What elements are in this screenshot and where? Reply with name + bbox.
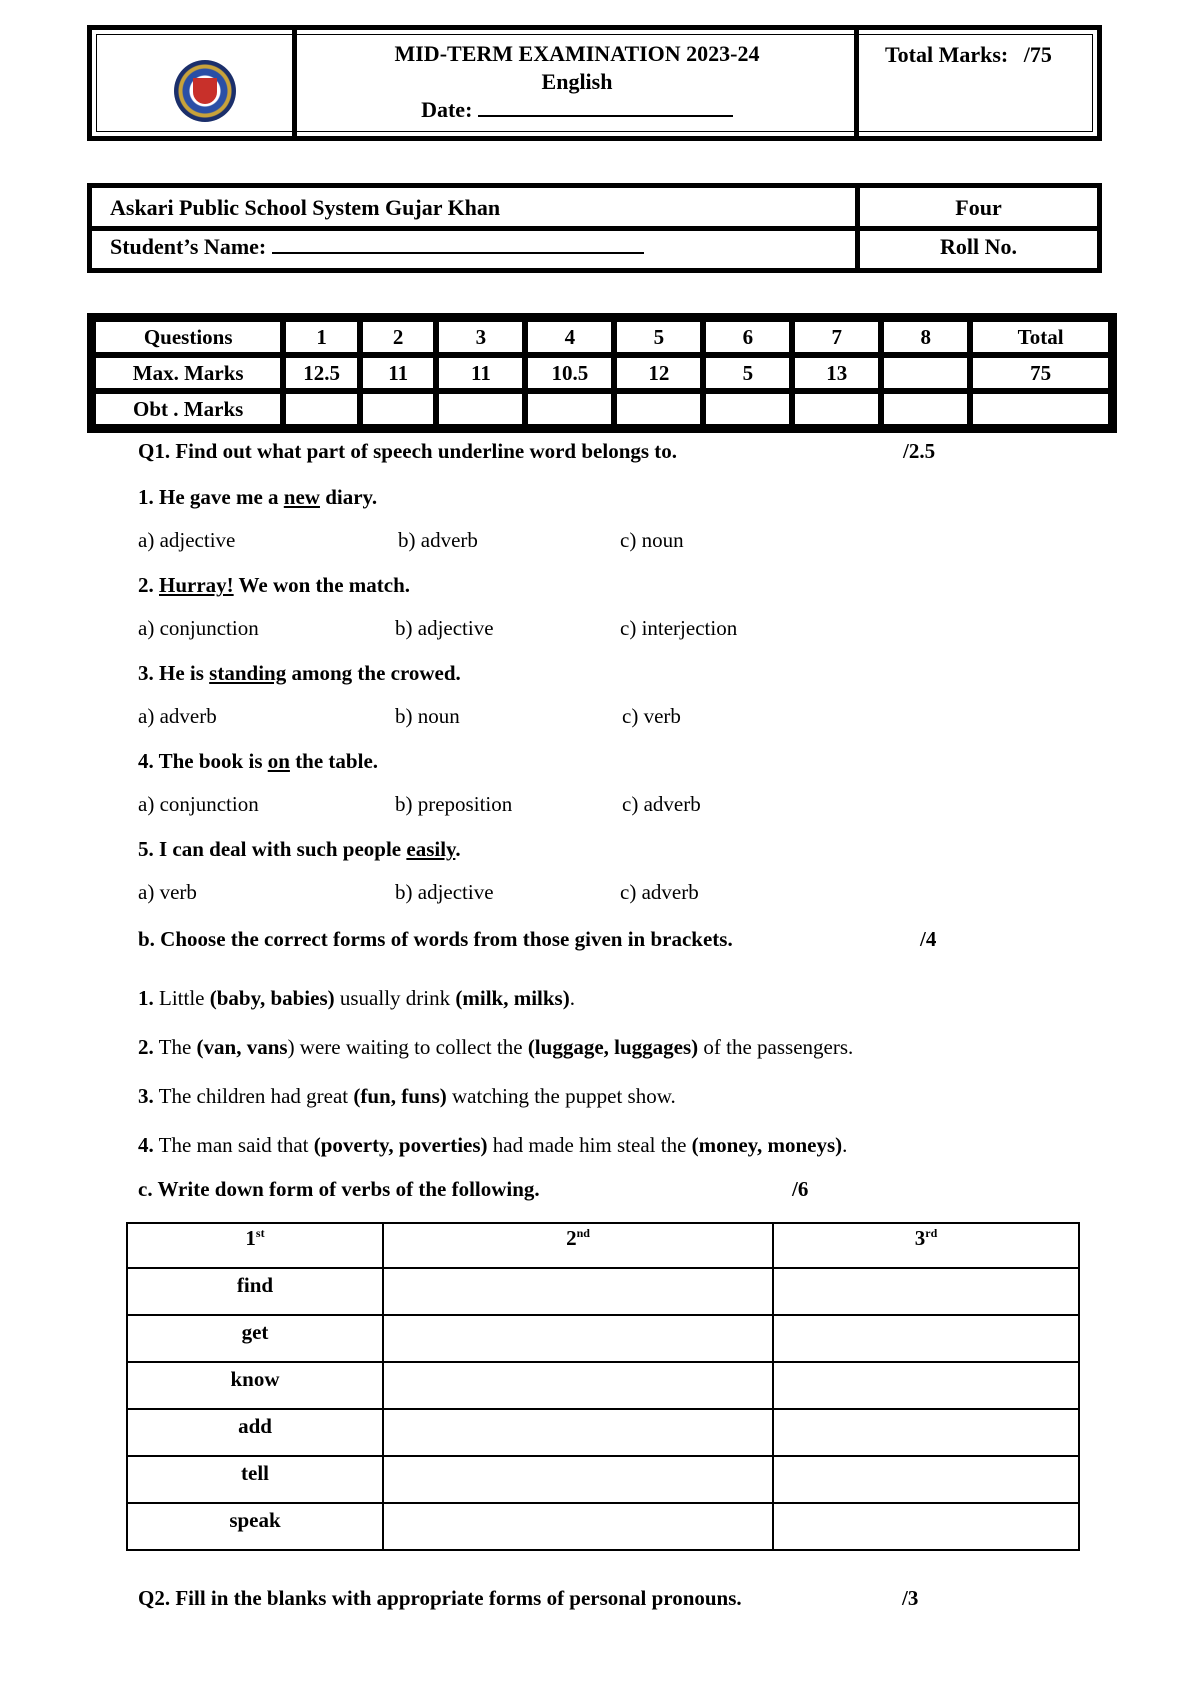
row-label-questions: Questions xyxy=(93,319,283,355)
school-info-box xyxy=(87,183,1102,273)
qc-marks: /6 xyxy=(792,1177,809,1201)
max-marks-q7: 13 xyxy=(792,355,881,391)
q1-item-4-option-c[interactable]: c) adverb xyxy=(622,792,701,816)
max-marks-q8 xyxy=(881,355,970,391)
q1-item-2-option-a[interactable]: a) conjunction xyxy=(138,616,259,640)
q2-marks: /3 xyxy=(902,1586,919,1610)
verb-third-form-blank[interactable] xyxy=(773,1362,1079,1409)
qb-bracket-choice: 1. xyxy=(138,986,154,1010)
marks-table xyxy=(87,313,1117,433)
qb-bracket-choice: 3. xyxy=(138,1084,154,1108)
verb-row-add xyxy=(127,1409,1079,1456)
total-marks-label: Total Marks: xyxy=(885,42,1009,67)
q1-item-3-option-c[interactable]: c) verb xyxy=(622,704,681,728)
question-col-8: 8 xyxy=(881,319,970,355)
verb-base-form: get xyxy=(127,1315,383,1362)
verb-third-form-blank[interactable] xyxy=(773,1315,1079,1362)
qb-item-text: . xyxy=(842,1133,848,1157)
question-col-4: 4 xyxy=(525,319,614,355)
q1-marks: /2.5 xyxy=(903,439,936,463)
verb-third-form-blank[interactable] xyxy=(773,1409,1079,1456)
row-label-obtained-marks: Obt . Marks xyxy=(93,391,283,427)
qb-item-text: watching the puppet show. xyxy=(446,1084,676,1108)
q2-heading: Q2. Fill in the blanks with appropriate forms of personal pronouns. xyxy=(138,1586,742,1610)
verb-row-get xyxy=(127,1315,1079,1362)
qc-heading: c. Write down form of verbs of the following. xyxy=(138,1177,540,1201)
exam-date-label: Date: xyxy=(421,97,473,122)
verb-second-form-blank[interactable] xyxy=(383,1409,773,1456)
question-col-3: 3 xyxy=(436,319,525,355)
q1-item-2-option-b[interactable]: b) adjective xyxy=(395,616,494,640)
exam-subject: English xyxy=(541,69,613,94)
max-marks-q2: 11 xyxy=(360,355,437,391)
q1-underlined-word: easily xyxy=(406,837,456,861)
marks-row-max xyxy=(93,355,1111,391)
q1-item-1-option-b[interactable]: b) adverb xyxy=(398,528,478,552)
obt-marks-total[interactable] xyxy=(970,391,1111,427)
q1-item-text: 4. The book is xyxy=(138,749,268,773)
q1-heading: Q1. Find out what part of speech underline word belongs to. xyxy=(138,439,678,463)
obt-marks-q1[interactable] xyxy=(283,391,360,427)
qb-item-text: had made him steal the xyxy=(487,1133,692,1157)
verb-third-form-blank[interactable] xyxy=(773,1268,1079,1315)
col-header-1st: 1st xyxy=(127,1223,383,1268)
student-name-label: Student’s Name: xyxy=(110,234,267,259)
verb-row-find xyxy=(127,1268,1079,1315)
q1-item-4-option-a[interactable]: a) conjunction xyxy=(138,792,259,816)
q1-item-text: 1. He gave me a xyxy=(138,485,284,509)
col-header-2nd: 2nd xyxy=(383,1223,773,1268)
verb-base-form: speak xyxy=(127,1503,383,1550)
qb-item-2 xyxy=(138,1034,853,1060)
verb-second-form-blank[interactable] xyxy=(383,1268,773,1315)
q1-item-5-option-a[interactable]: a) verb xyxy=(138,880,197,904)
verb-base-form: tell xyxy=(127,1456,383,1503)
max-marks-q4: 10.5 xyxy=(525,355,614,391)
qb-bracket-choice[interactable]: (fun, funs) xyxy=(353,1084,447,1108)
q1-item-2 xyxy=(138,572,410,598)
verb-third-form-blank[interactable] xyxy=(773,1503,1079,1550)
qb-item-3 xyxy=(138,1083,676,1109)
q1-item-1-option-a[interactable]: a) adjective xyxy=(138,528,236,552)
qb-item-text: . xyxy=(569,986,575,1010)
obt-marks-q7[interactable] xyxy=(792,391,881,427)
obt-marks-q6[interactable] xyxy=(703,391,792,427)
school-name: Askari Public School System Gujar Khan xyxy=(110,195,501,220)
q1-underlined-word: new xyxy=(283,485,320,509)
question-col-2: 2 xyxy=(360,319,437,355)
verb-row-know xyxy=(127,1362,1079,1409)
obt-marks-q4[interactable] xyxy=(525,391,614,427)
qb-bracket-choice: 4. xyxy=(138,1133,154,1157)
student-name-row xyxy=(110,234,644,260)
obt-marks-q8[interactable] xyxy=(881,391,970,427)
exam-title: MID-TERM EXAMINATION 2023-24 xyxy=(394,41,760,66)
header-divider-right xyxy=(854,30,859,136)
q1-item-1-option-c[interactable]: c) noun xyxy=(620,528,684,552)
marks-row-questions xyxy=(93,319,1111,355)
max-marks-total: 75 xyxy=(970,355,1111,391)
roll-no-label: Roll No. xyxy=(940,234,1017,259)
question-col-1: 1 xyxy=(283,319,360,355)
verb-table-header xyxy=(127,1223,1079,1268)
q1-item-1 xyxy=(138,484,377,510)
qb-item-text: The man said that xyxy=(153,1133,314,1157)
obt-marks-q5[interactable] xyxy=(614,391,703,427)
marks-row-obtained xyxy=(93,391,1111,427)
question-col-5: 5 xyxy=(614,319,703,355)
col-header-3rd: 3rd xyxy=(773,1223,1079,1268)
max-marks-q6: 5 xyxy=(703,355,792,391)
exam-date-row xyxy=(302,96,852,124)
verb-forms-table xyxy=(126,1222,1080,1551)
exam-date-blank[interactable] xyxy=(478,97,733,117)
verb-second-form-blank[interactable] xyxy=(383,1456,773,1503)
q1-item-4-option-b[interactable]: b) preposition xyxy=(395,792,513,816)
q1-item-text: We won the match. xyxy=(233,573,411,597)
qb-heading: b. Choose the correct forms of words from those given in brackets. xyxy=(138,927,733,951)
qb-bracket-choice[interactable]: (luggage, luggages) xyxy=(527,1035,699,1059)
q1-underlined-word: Hurray! xyxy=(159,573,234,597)
qb-bracket-choice[interactable]: (baby, babies) xyxy=(209,986,335,1010)
verb-second-form-blank[interactable] xyxy=(383,1315,773,1362)
header-divider-left xyxy=(292,30,297,136)
question-col-6: 6 xyxy=(703,319,792,355)
qb-bracket-choice[interactable]: (poverty, poverties) xyxy=(313,1133,488,1157)
verb-row-speak xyxy=(127,1503,1079,1550)
qb-item-text: The children had great xyxy=(153,1084,354,1108)
qb-bracket-choice: 2. xyxy=(138,1035,154,1059)
q1-item-5 xyxy=(138,836,461,862)
qb-item-text: Little xyxy=(153,986,210,1010)
q1-item-4 xyxy=(138,748,378,774)
verb-third-form-blank[interactable] xyxy=(773,1456,1079,1503)
total-marks xyxy=(885,42,1052,68)
q1-item-3-option-a[interactable]: a) adverb xyxy=(138,704,217,728)
q1-item-text: 5. I can deal with such people xyxy=(138,837,407,861)
q1-item-3-option-b[interactable]: b) noun xyxy=(395,704,460,728)
exam-title-block xyxy=(302,40,852,124)
qb-bracket-choice[interactable]: (money, moneys) xyxy=(691,1133,843,1157)
exam-header xyxy=(87,25,1102,141)
max-marks-q1: 12.5 xyxy=(283,355,360,391)
total-marks-value: /75 xyxy=(1023,42,1052,67)
school-info-row-divider xyxy=(92,226,1097,231)
verb-row-tell xyxy=(127,1456,1079,1503)
max-marks-q5: 12 xyxy=(614,355,703,391)
q1-item-2-option-c[interactable]: c) interjection xyxy=(620,616,738,640)
verb-base-form: know xyxy=(127,1362,383,1409)
q1-item-5-option-b[interactable]: b) adjective xyxy=(395,880,494,904)
verb-second-form-blank[interactable] xyxy=(383,1362,773,1409)
verb-base-form: find xyxy=(127,1268,383,1315)
class-name: Four xyxy=(955,195,1002,220)
q1-item-text: . xyxy=(455,837,461,861)
max-marks-q3: 11 xyxy=(436,355,525,391)
qb-item-4 xyxy=(138,1132,847,1158)
q1-item-text: diary. xyxy=(319,485,378,509)
qb-bracket-choice[interactable]: (milk, milks) xyxy=(455,986,570,1010)
qb-item-1 xyxy=(138,985,575,1011)
q1-underlined-word: standing xyxy=(209,661,287,685)
q1-item-text: the table. xyxy=(289,749,379,773)
student-name-blank[interactable] xyxy=(272,234,644,254)
qb-item-text: usually drink xyxy=(334,986,456,1010)
school-crest-shield xyxy=(193,78,217,104)
qb-item-text: ) were waiting to collect the xyxy=(287,1035,528,1059)
question-col-7: 7 xyxy=(792,319,881,355)
question-col-total: Total xyxy=(970,319,1111,355)
verb-base-form: add xyxy=(127,1409,383,1456)
qb-item-text: The xyxy=(153,1035,197,1059)
qb-marks: /4 xyxy=(920,927,937,951)
obt-marks-q3[interactable] xyxy=(436,391,525,427)
q1-item-5-option-c[interactable]: c) adverb xyxy=(620,880,699,904)
verb-second-form-blank[interactable] xyxy=(383,1503,773,1550)
q1-underlined-word: on xyxy=(267,749,290,773)
q1-item-text: 2. xyxy=(138,573,159,597)
q1-item-3 xyxy=(138,660,461,686)
obt-marks-q2[interactable] xyxy=(360,391,437,427)
qb-bracket-choice[interactable]: (van, vans xyxy=(196,1035,288,1059)
q1-item-text: among the crowed. xyxy=(286,661,461,685)
qb-item-text: of the passengers. xyxy=(698,1035,854,1059)
q1-item-text: 3. He is xyxy=(138,661,210,685)
row-label-max-marks: Max. Marks xyxy=(93,355,283,391)
